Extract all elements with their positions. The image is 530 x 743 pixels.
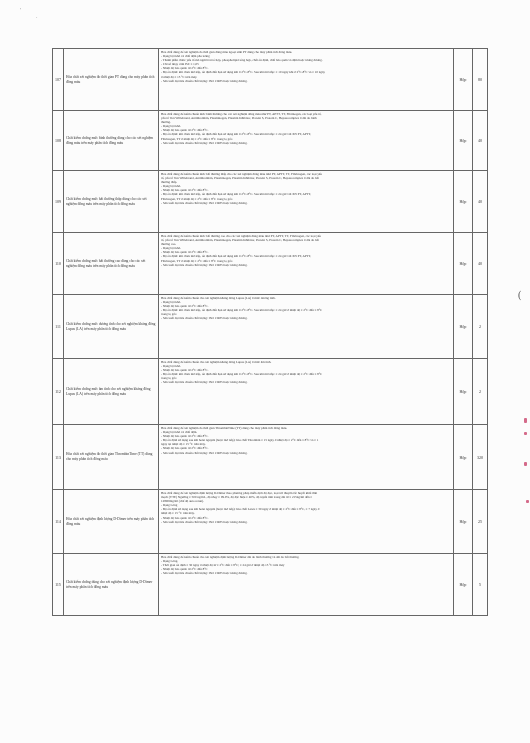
description-line: - Nhiệt độ bảo quản: từ 2°C đến 8°C. [161, 128, 209, 133]
item-name-cell: Chất kiểm chứng mức bất thường thấp dùng cho các xét nghiệm đông máu trên máy phân tích đông máu [64, 171, 159, 233]
description-line: - Dạng bột khô. [161, 124, 182, 129]
item-description-cell [159, 554, 454, 616]
item-name-cell: Chất kiểm chứng mức bất thường cao dùng cho các xét nghiệm đông máu trên máy phân tích đông máu [64, 233, 159, 295]
scan-edge-mark [524, 462, 527, 466]
unit-cell: Hộp [454, 425, 473, 490]
description-line: - Nhiệt độ bảo quản: từ 2°C đến 8°C. [161, 66, 209, 71]
description-line: - Dạng bột khô. [161, 184, 182, 189]
unit-cell: Hộp [454, 49, 473, 111]
quantity-cell: 40 [473, 233, 488, 295]
scan-edge-mark: ( [518, 290, 522, 301]
description-line: - Sản xuất đạt tiêu chuẩn chất lượng: ISO 13485 hoặc tương đương. [161, 78, 248, 83]
description-line: tố, yếu tố Von Willebrand, Antithrombin, Plasminogen, Plasmin Inhibitor, Protein S, Protein C, Hepatocomplex ở dải đo bất [161, 238, 319, 243]
item-name-cell: Hóa chất xét nghiệm định lượng D-Dimer trên máy phân tích đông máu [64, 490, 159, 554]
description-line: nhiệt độ ≥ 15 °C trên máy. [161, 511, 195, 516]
quantity-cell: 2 [473, 359, 488, 425]
item-description-cell [159, 233, 454, 295]
description-line: Hóa chất dùng để xét nghiệm đo thời gian ThrombinTime (TT) dùng cho máy phân tích đông máu. [161, 426, 288, 430]
row-number-cell: 111 [53, 295, 64, 359]
description-line: - Độ ổn định: khi chưa mở nắp, ổn định đến hạn sử dụng khi ở 2°C-8°C. Sau khi mở nắp: ≥ 24 giờ với XN PT, APTT, [161, 132, 312, 137]
description-line: - Dạng Lỏng [161, 503, 178, 508]
description-line: Hóa chất dùng để xét nghiệm định lượng D-Dimer theo phương pháp miễn dịch độ đục, loại trừ thuyên tắc huyết khối tĩnh [161, 491, 318, 495]
quantity-cell: 40 [473, 111, 488, 171]
description-line: - Độ ổn định sử dụng sau khi hoàn nguyên (hoặc mở nắp): hóa chất Latex ≥ 30 ngày ở nhiệt độ ≥ 2°C đến ≤ 8°C, ≥ 7 ngày ở [161, 507, 320, 512]
description-line: - Sản xuất đạt tiêu chuẩn chất lượng: ISO 13485 hoặc tương đương. [161, 380, 248, 385]
description-line: thường cao. [161, 242, 177, 247]
table-row [53, 359, 488, 425]
description-line: - Dạng bột khô và chất đệm. [161, 430, 198, 435]
row-number-cell: 108 [53, 111, 64, 171]
description-line: trong lọ gốc. [161, 376, 178, 381]
row-number-cell: 109 [53, 171, 64, 233]
item-name-cell: Chất kiểm chứng mức bình thường dùng cho các xét nghiệm đông máu trên máy phân tích đông máu [64, 111, 159, 171]
quantity-cell: 2 [473, 295, 488, 359]
unit-cell: Hộp [454, 554, 473, 616]
item-name-cell: Hóa chất xét nghiệm đo thời gian ThrombinTime (TT) dùng cho máy phân tích đông máu [64, 425, 159, 490]
scan-speck: . [36, 14, 38, 20]
table-row [53, 554, 488, 616]
description-line: Fibrinogen, TT ở nhiệt độ ≥ 2°C đến ≤ 8°C trong lọ gốc. [161, 136, 234, 141]
item-name-cell: Chất kiểm chứng dùng cho xét nghiệm định lượng D-Dimer trên máy phân tích đông máu [64, 554, 159, 616]
description-line: - Độ ổn định: khi chưa mở nắp, ổn định đến hạn sử dụng khi ở 2°C-8°C. Sau khi mở nắp: ≥ 24 giờ ở nhiệt độ ≥ 2°C đến ≤ 8°C [161, 308, 323, 313]
unit-cell: Hộp [454, 111, 473, 171]
description-line: - Độ ổn định: khi chưa mở nắp, ổn định đến hạn sử dụng khi ở 2°C-8°C. Sau khi mở nắp: ≥ 24 giờ với XN PT, APTT, [161, 192, 312, 197]
description-line: - Thành phần chứa: yếu tố mô người tái tổ hợp, phospholipid tổng hợp, chất ổn định, chất bảo quản và đệm hoặc tương đương. [161, 58, 323, 63]
description-line: - Dạng bột khô. [161, 300, 182, 305]
description-line: Hóa chất dùng để kiểm chuẩn cho xét nghiệm kháng đông Lupus (LA) ở mức dương tính. [161, 296, 276, 300]
item-description-cell [159, 111, 454, 171]
item-description-cell [159, 490, 454, 554]
description-line: - Dạng bột khô. [161, 364, 182, 369]
specification-table-body [53, 49, 488, 616]
description-line: Hóa chất dùng để kiểm chuẩn mức bất thường cao cho các xét nghiệm đông máu như PT, APTT, TT, Fibrinogen, các loại yếu [161, 234, 321, 238]
description-line: ngày tại nhiệt độ ≥ 15 °C trên máy. [161, 442, 206, 447]
description-line: - Thời gian ổn định ≥ 30 ngày ở nhiệt độ từ ≥ 2°C đến ≤ 8°C; ≥ 24 giờ ở nhiệt độ 15 °C trên máy [161, 563, 285, 568]
description-line: ở nhiệt độ ≥ 15 °C trên máy. [161, 74, 198, 79]
item-name-cell: Hóa chất xét nghiệm đo thời gian PT dùng cho máy phân tích đông máu [64, 49, 159, 111]
item-name-cell: Chất kiểm chứng mức âm tính cho xét nghiệm kháng đông Lupus (LA) trên máy phân tích đông máu [64, 359, 159, 425]
item-description-cell [159, 425, 454, 490]
description-line: - Nhiệt độ bảo quản: từ 2°C đến 8°C. [161, 188, 209, 193]
scan-speck: ' [20, 8, 22, 14]
description-line: 128000ng/ml (chế độ auto rerun). [161, 499, 204, 504]
table-row [53, 49, 488, 111]
quantity-cell: 40 [473, 171, 488, 233]
quantity-cell: 25 [473, 490, 488, 554]
description-line: - Chỉ số nhạy cảm ISI: ≤ 1,05 [161, 62, 199, 67]
item-description-cell [159, 359, 454, 425]
description-line: thường thấp. [161, 180, 178, 185]
description-line: - Nhiệt độ bảo quản: từ 2°C đến 8°C. [161, 515, 209, 520]
description-line: - Dạng bột khô. [161, 246, 182, 251]
description-line: - Độ ổn định: khi chưa mở nắp, ổn định đến hạn sử dụng khi ở 2°C-8°C. Sau khi mở nắp: ≥ 10 ngày khi ở 2°C-8°C và ≥ 10 ngày [161, 70, 325, 75]
unit-cell: Hộp [454, 295, 473, 359]
description-line: - Sản xuất đạt tiêu chuẩn chất lượng: ISO 13485 hoặc tương đương. [161, 316, 248, 321]
table-row [53, 295, 488, 359]
description-line: Fibrinogen, TT ở nhiệt độ ≥ 2°C đến ≤ 8°C trong lọ gốc. [161, 196, 234, 201]
row-number-cell: 112 [53, 359, 64, 425]
scan-edge-mark [526, 500, 529, 503]
description-line: - Nhiệt độ bảo quản: từ 2°C đến 8°C [161, 567, 208, 572]
quantity-cell: 80 [473, 49, 488, 111]
description-line: Fibrinogen, TT ở nhiệt độ ≥ 2°C đến ≤ 8°C trong lọ gốc. [161, 258, 234, 263]
description-line: Hóa chất dùng để kiểm chuẩn mức bình thường cho các xét nghiệm đông máu như PT, APTT, TT, Fibrinogen, các loại yếu tố, [161, 112, 322, 116]
item-name-cell: Chất kiểm chứng mức dương tính cho xét nghiệm kháng đông Lupus (LA) trên máy phân tích đông máu [64, 295, 159, 359]
description-line: - Dạng bột khô và chất đệm pha loãng [161, 54, 210, 59]
table-row [53, 425, 488, 490]
description-line: - Nhiệt độ bảo quản: từ 2°C đến 8°C. [161, 368, 209, 373]
description-line: - Sản xuất đạt tiêu chuẩn chất lượng: ISO 13485 hoặc tương đương. [161, 140, 248, 145]
description-line: - Độ ổn định sử dụng sau khi hoàn nguyên (hoặc mở nắp): hóa chất Thrombin ≥ 15 ngày ở nhiệt độ ≥ 2°C đến ≤ 8°C và ≥ 1 [161, 438, 319, 443]
description-line: mạch (VTE) Ngưỡng ≥ 500 ng/mL, độ nhạy ≥ 99.9%, độ đặc hiệu ≥ 40%, độ tuyến tính trong dải từ ≤ 215ng/ml đến ≥ [161, 495, 313, 500]
scan-edge-mark [524, 432, 527, 435]
description-line: - Dạng Lỏng. [161, 559, 179, 564]
row-number-cell: 110 [53, 233, 64, 295]
table-row [53, 111, 488, 171]
description-line: - Nhiệt độ bảo quản: từ 2°C đến 8°C. [161, 250, 209, 255]
item-description-cell [159, 171, 454, 233]
description-line: - Sản xuất đạt tiêu chuẩn chất lượng: ISO 13485 hoặc tương đương. [161, 519, 248, 524]
unit-cell: Hộp [454, 171, 473, 233]
scan-edge-mark [524, 418, 527, 423]
item-description-cell [159, 49, 454, 111]
unit-cell: Hộp [454, 359, 473, 425]
row-number-cell: 107 [53, 49, 64, 111]
description-line: - Nhiệt độ bảo quản: từ 2°C đến 8°C. [161, 434, 209, 439]
row-number-cell: 115 [53, 554, 64, 616]
description-line: - Sản xuất đạt tiêu chuẩn chất lượng: ISO 13485 hoặc tương đương. [161, 262, 248, 267]
table-row [53, 171, 488, 233]
description-line: tố, yếu tố Von Willebrand, Antithrombin, Plasminogen, Plasmin Inhibitor, Protein S, Protein C, Hepatocomplex ở dải đo bất [161, 176, 319, 181]
description-line: - Nhiệt độ bảo quản: từ 2°C đến 8°C. [161, 304, 209, 309]
quantity-cell: 320 [473, 425, 488, 490]
description-line: trong lọ gốc. [161, 312, 178, 317]
description-line: - Sản xuất đạt tiêu chuẩn chất lượng: ISO 13485 hoặc tương đương. [161, 571, 248, 576]
description-line: Hóa chất dùng để kiểm chuẩn cho xét nghiệm kháng đông Lupus (LA) ở mức âm tính. [161, 360, 272, 364]
specification-table [52, 48, 488, 616]
row-number-cell: 114 [53, 490, 64, 554]
unit-cell: Hộp [454, 233, 473, 295]
description-line: - Độ ổn định: khi chưa mở nắp, ổn định đến hạn sử dụng khi ở 2°C-8°C. Sau khi mở nắp: ≥ 24 giờ ở nhiệt độ ≥ 2°C đến ≤ 8°C [161, 372, 323, 377]
row-number-cell: 113 [53, 425, 64, 490]
table-row [53, 490, 488, 554]
description-line: - Sản xuất đạt tiêu chuẩn chất lượng: ISO 13485 hoặc tương đương. [161, 200, 248, 205]
description-line: - Sản xuất đạt tiêu chuẩn chất lượng: ISO 13485 hoặc tương đương. [161, 450, 248, 455]
description-line: - Nhiệt độ bảo quản: từ 2°C đến 8°C. [161, 446, 209, 451]
item-description-cell [159, 295, 454, 359]
unit-cell: Hộp [454, 490, 473, 554]
description-line: Hóa chất dùng để kiểm chuẩn mức bất thường thấp cho các xét nghiệm đông máu như PT, APTT, TT, Fibrinogen, các loại yếu [161, 172, 322, 176]
description-line: Hóa chất dùng để xét nghiệm đo thời gian đông máu ngoại sinh PT dùng cho máy phân tích đông máu. [161, 50, 293, 54]
description-line: yếu tố Von Willebrand, Antithrombin, Plasminogen, Plasmin Inhibitor, Protein S, Protein C, Hepatocomplex ở dải đo bình [161, 116, 317, 121]
description-line: Hóa chất dùng để kiểm chuẩn cho xét nghiệm định lượng D-Dimer dải đo bình thường và dải đo bất thường. [161, 555, 300, 559]
table-row [53, 233, 488, 295]
description-line: thường. [161, 120, 171, 125]
quantity-cell: 5 [473, 554, 488, 616]
description-line: - Độ ổn định: khi chưa mở nắp, ổn định đến hạn sử dụng khi ở 2°C-8°C. Sau khi mở nắp: ≥ 24 giờ với XN PT, APTT, [161, 254, 312, 259]
